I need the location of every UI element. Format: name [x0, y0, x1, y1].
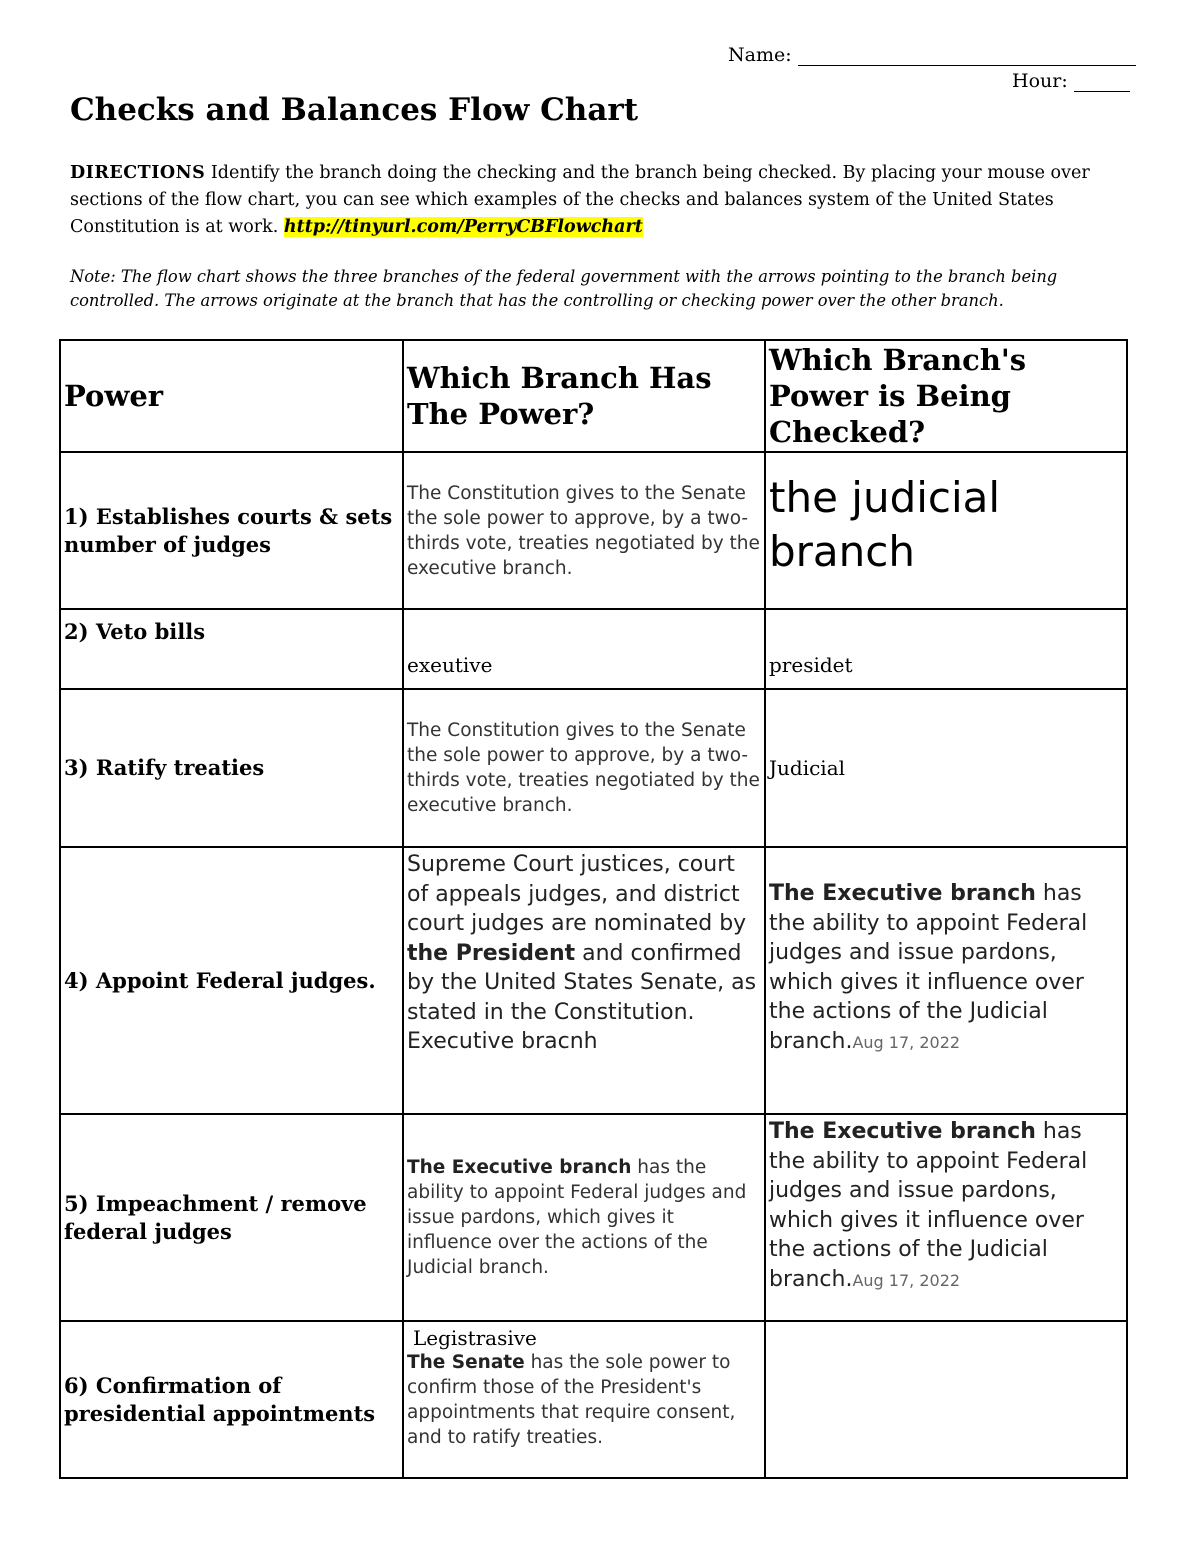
header-has-power: Which Branch Has The Power?	[403, 340, 765, 452]
checks-table	[59, 339, 1128, 1479]
table-row	[60, 609, 1127, 689]
power-cell: 2) Veto bills	[60, 609, 403, 689]
has-power-cell: The Constitution gives to the Senate the sole power to approve, by a two-thirds vote, treaties negotiated by the executive branch.	[403, 452, 765, 609]
table-row	[60, 452, 1127, 609]
has-power-cell	[403, 1321, 765, 1478]
has-power-text: and confirmed by the United States Senate, as stated in the Constitution.	[407, 940, 757, 1025]
table-header-row	[60, 340, 1127, 452]
has-power-bold: the President	[407, 940, 576, 966]
directions-text: Identify the branch doing the checking and the branch being checked. By placing your mouse over sections of the flow chart, you can see which examples of the checks and balances system of the United States Constitution is at work.	[70, 163, 1090, 237]
checked-date: Aug 17, 2022	[852, 1270, 961, 1290]
table-row	[60, 1114, 1127, 1321]
has-power-answer: Executive bracnh	[407, 1029, 598, 1054]
has-power-cell	[403, 847, 765, 1114]
power-cell: 5) Impeachment / remove federal judges	[60, 1114, 403, 1321]
table-row	[60, 1321, 1127, 1478]
checked-cell	[765, 1321, 1127, 1478]
checked-cell: presidet	[765, 609, 1127, 689]
has-power-bold: The Executive branch	[407, 1157, 632, 1178]
power-cell: 6) Confirmation of presidential appointments	[60, 1321, 403, 1478]
checked-cell	[765, 847, 1127, 1114]
checked-text: has the ability to appoint Federal judges and issue pardons, which gives it influence over the actions of the Judicial branch.	[769, 881, 1088, 1054]
has-power-text: Supreme Court justices, court of appeals judges, and district court judges are nominated by	[407, 852, 747, 936]
checked-cell: Judicial	[765, 689, 1127, 847]
has-power-cell: exeutive	[403, 609, 765, 689]
name-label: Name:	[728, 44, 792, 66]
flowchart-link[interactable]: http://tinyurl.com/PerryCBFlowchart	[283, 217, 643, 237]
directions-label: DIRECTIONS	[70, 163, 206, 183]
checked-text: has the ability to appoint Federal judges and issue pardons, which gives it influence over the actions of the Judicial branch.	[769, 1119, 1088, 1292]
power-cell: 3) Ratify treaties	[60, 689, 403, 847]
has-power-bold: The Senate	[407, 1352, 525, 1373]
name-field[interactable]	[728, 44, 1136, 66]
power-cell: 4) Appoint Federal judges.	[60, 847, 403, 1114]
has-power-text: has the sole power to confirm those of the President's appointments that require consent, and to ratify treaties.	[407, 1352, 736, 1448]
checked-bold: The Executive branch	[769, 881, 1036, 906]
directions	[70, 160, 1130, 241]
has-power-answer: Legistrasive	[413, 1326, 537, 1350]
checked-bold: The Executive branch	[769, 1119, 1036, 1144]
hour-field[interactable]	[1012, 70, 1130, 92]
checked-date: Aug 17, 2022	[852, 1032, 961, 1052]
hour-blank[interactable]	[1074, 71, 1130, 92]
checked-cell: the judicial branch	[765, 452, 1127, 609]
note-text: Note: The flow chart shows the three branches of the federal government with the arrows pointing to the branch being controlled. The arrows originate at the branch that has the controlling or checking power over the other branch.	[70, 267, 1058, 310]
power-cell: 1) Establishes courts & sets number of judges	[60, 452, 403, 609]
table-row	[60, 689, 1127, 847]
has-power-cell: The Constitution gives to the Senate the sole power to approve, by a two-thirds vote, treaties negotiated by the executive branch.	[403, 689, 765, 847]
header-power: Power	[60, 340, 403, 452]
has-power-text: has the ability to appoint Federal judges and issue pardons, which gives it influence over the actions of the Judicial branch.	[407, 1157, 747, 1278]
checked-cell	[765, 1114, 1127, 1321]
page-title: Checks and Balances Flow Chart	[70, 92, 639, 128]
hour-label: Hour:	[1012, 70, 1068, 92]
has-power-cell	[403, 1114, 765, 1321]
name-blank[interactable]	[798, 45, 1136, 66]
table-row	[60, 847, 1127, 1114]
header-checked: Which Branch's Power is Being Checked?	[765, 340, 1127, 452]
